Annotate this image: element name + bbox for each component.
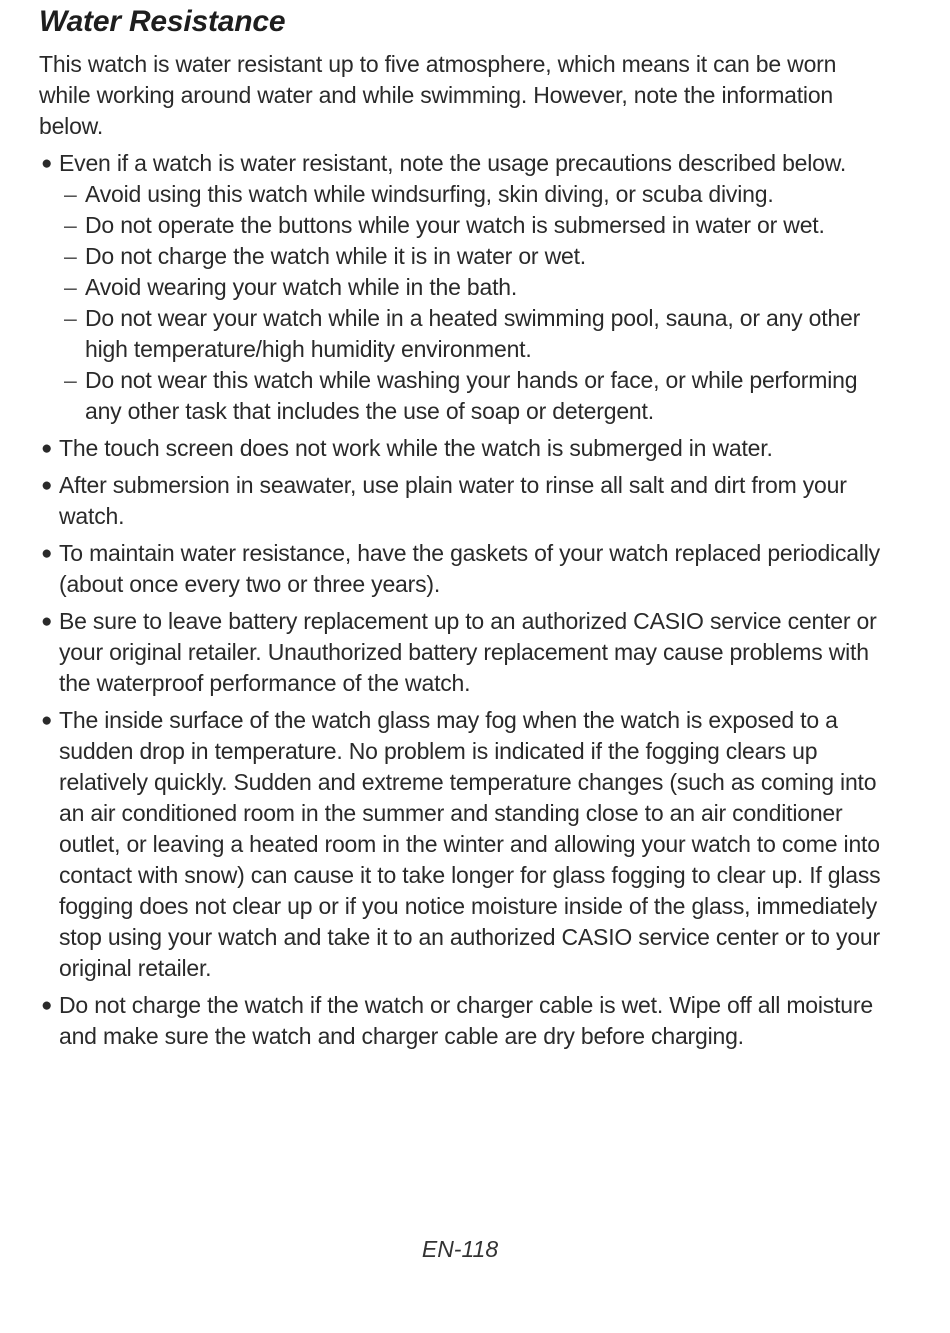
sub-list-item-text: Do not operate the buttons while your watch is submersed in water or wet. <box>85 212 825 238</box>
dash-icon: – <box>64 274 77 300</box>
list-item <box>39 990 889 1052</box>
list-item-text: Do not charge the watch if the watch or charger cable is wet. Wipe off all moisture and make sure the watch and charger cable are dry before charging. <box>59 992 873 1049</box>
dash-icon: – <box>64 212 77 238</box>
manual-page <box>39 0 889 1058</box>
list-item <box>39 705 889 984</box>
list-item-text: To maintain water resistance, have the gaskets of your watch replaced periodically (about once every two or three years). <box>59 540 880 597</box>
sub-list-item-text: Avoid wearing your watch while in the bath. <box>85 274 518 300</box>
bullet-icon: ● <box>41 153 53 174</box>
page-number: EN-118 <box>421 1236 499 1262</box>
bullet-icon: ● <box>41 710 53 731</box>
list-item <box>39 470 889 532</box>
list-item <box>39 148 889 427</box>
bullet-icon: ● <box>41 438 53 459</box>
bullet-icon: ● <box>41 475 53 496</box>
list-item-text: The inside surface of the watch glass may fog when the watch is exposed to a sudden drop in temperature. No problem is indicated if the fogging clears up relatively quickly. Sudden and extreme temperature changes (such as coming into an air conditioned room in the summer and standing close to an air conditioner outlet, or leaving a heated room in the winter and allowing your watch to come into contact with snow) can cause it to take longer for glass fogging to clear up. If glass fogging does not clear up or if you notice moisture inside of the glass, immediately stop using your watch and take it to an authorized CASIO service center or to your original retailer. <box>59 707 881 981</box>
sub-list-item-text: Do not wear your watch while in a heated swimming pool, sauna, or any other high temperature/high humidity environment. <box>85 305 861 362</box>
list-item-text: Be sure to leave battery replacement up to an authorized CASIO service center or your original retailer. Unauthorized battery replacement may cause problems with the waterproof performance of the watch. <box>59 608 877 696</box>
dash-icon: – <box>64 243 77 269</box>
bullet-icon: ● <box>41 995 53 1016</box>
sub-list-item-text: Avoid using this watch while windsurfing, skin diving, or scuba diving. <box>85 181 774 207</box>
sub-list-item-text: Do not charge the watch while it is in water or wet. <box>85 243 586 269</box>
dash-icon: – <box>64 305 77 331</box>
list-item-text: After submersion in seawater, use plain water to rinse all salt and dirt from your watch. <box>59 472 847 529</box>
usage-precautions-sublist <box>59 179 889 427</box>
list-item-text: Even if a watch is water resistant, note the usage precautions described below. <box>59 150 847 176</box>
sub-list-item-text: Do not wear this watch while washing your hands or face, or while performing any other task that includes the use of soap or detergent. <box>85 367 858 424</box>
bullet-icon: ● <box>41 543 53 564</box>
list-item <box>39 433 889 464</box>
dash-icon: – <box>64 367 77 393</box>
list-item <box>39 606 889 699</box>
section-title: Water Resistance <box>39 5 286 38</box>
list-item-text: The touch screen does not work while the watch is submerged in water. <box>59 435 773 461</box>
list-item <box>39 538 889 600</box>
precautions-list <box>39 148 889 1052</box>
sub-list-item <box>59 272 889 303</box>
sub-list-item <box>59 179 889 210</box>
sub-list-item <box>59 210 889 241</box>
sub-list-item <box>59 365 889 427</box>
sub-list-item <box>59 303 889 365</box>
sub-list-item <box>59 241 889 272</box>
intro-paragraph: This watch is water resistant up to five atmosphere, which means it can be worn while working around water and while swimming. However, note the information below. <box>39 51 837 139</box>
bullet-icon: ● <box>41 611 53 632</box>
dash-icon: – <box>64 181 77 207</box>
